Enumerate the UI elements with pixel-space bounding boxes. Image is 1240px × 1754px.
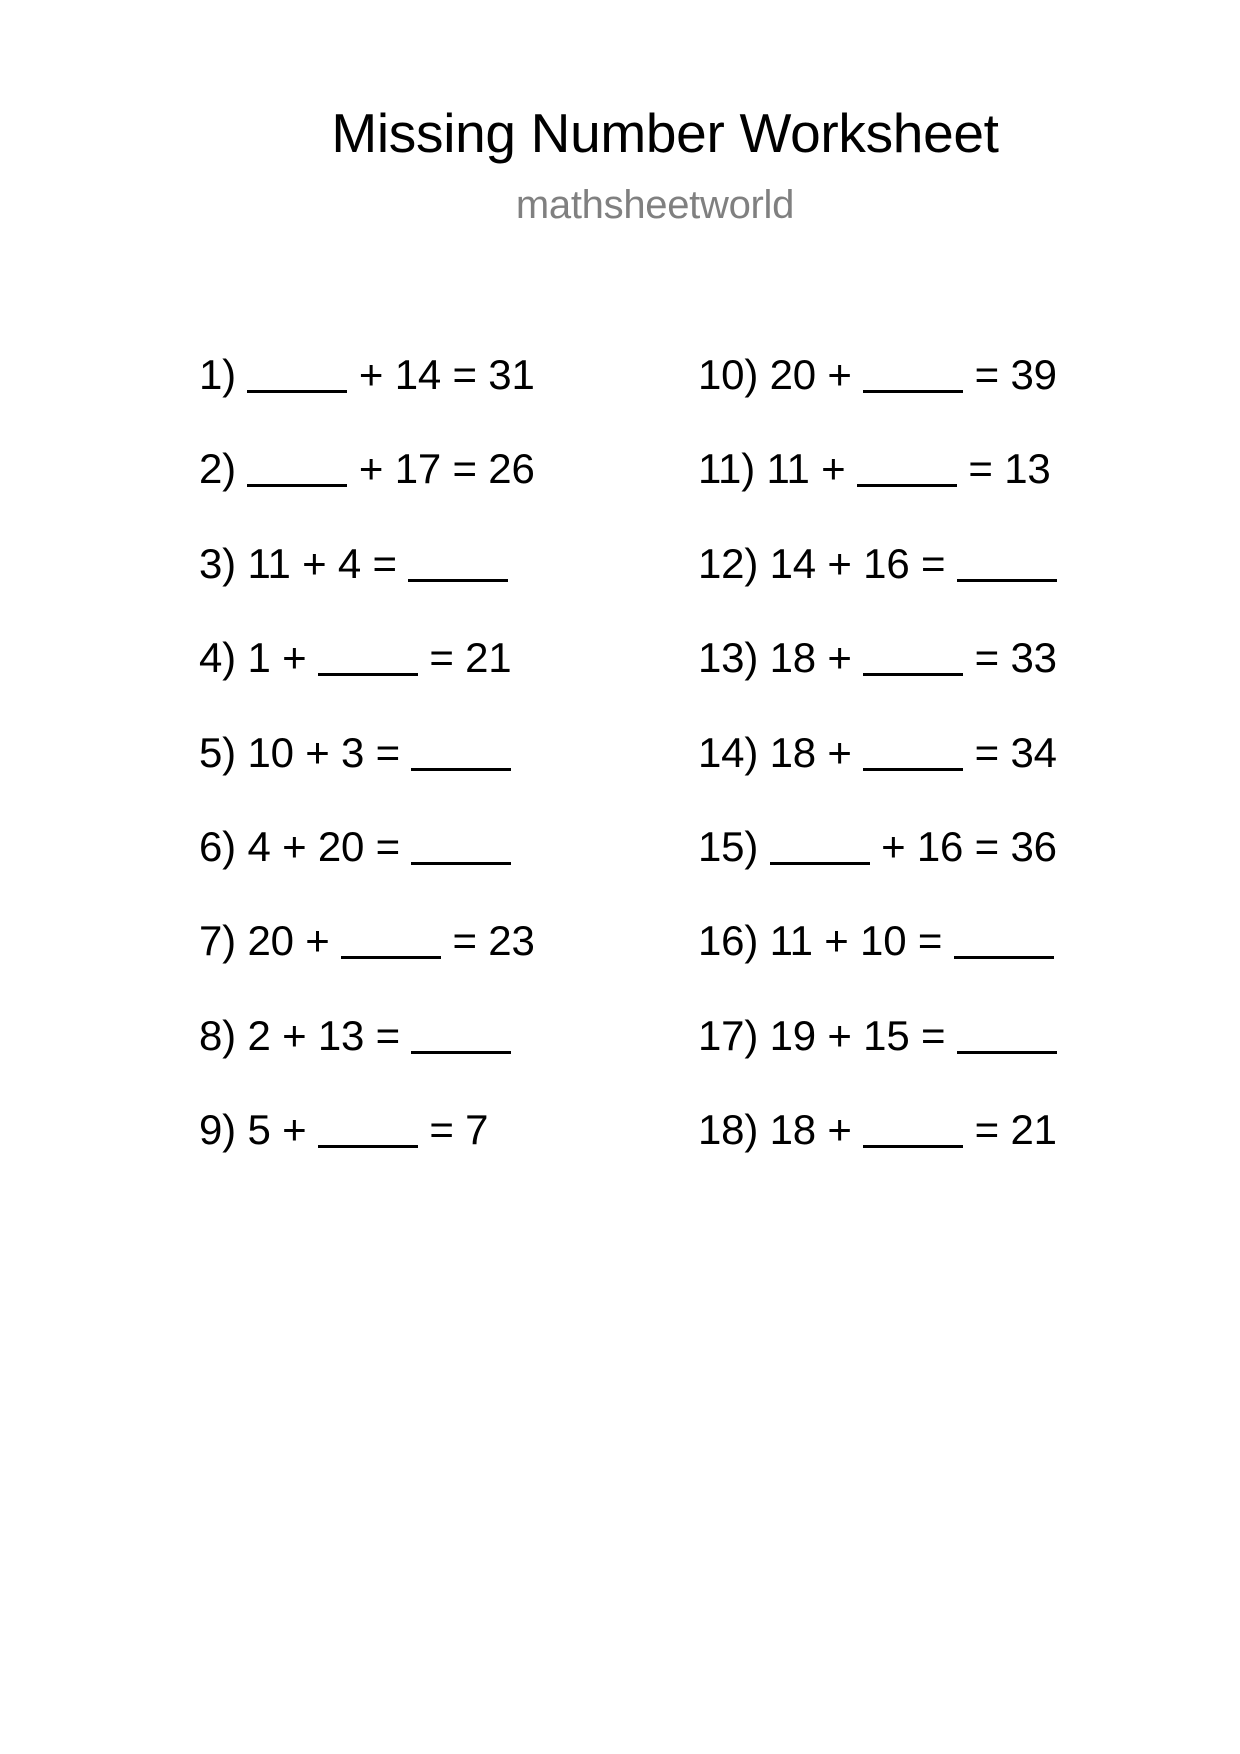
answer-blank[interactable] (863, 354, 963, 393)
problem-suffix: = 23 (441, 917, 535, 965)
answer-blank[interactable] (957, 1015, 1057, 1054)
problem-prefix: 18 + (769, 634, 864, 682)
answer-blank[interactable] (318, 637, 418, 676)
problem-number: 8) (199, 1011, 236, 1059)
problem-prefix: 1 + (247, 634, 318, 682)
problem-prefix: 20 + (247, 917, 342, 965)
problem-suffix: + 16 = 36 (869, 822, 1057, 870)
problem-9 (199, 1100, 535, 1194)
problem-10 (698, 345, 1057, 439)
answer-blank[interactable] (411, 1015, 511, 1054)
problem-suffix: = 21 (417, 634, 512, 682)
answer-blank[interactable] (411, 732, 511, 771)
answer-blank[interactable] (863, 1109, 963, 1148)
problem-11 (698, 439, 1057, 533)
problem-number: 2) (199, 445, 236, 493)
problem-prefix: 5 + (247, 1106, 318, 1154)
worksheet-subtitle: mathsheetworld (515, 183, 795, 227)
problem-1 (199, 345, 535, 439)
problem-number: 7) (199, 917, 236, 965)
problem-suffix: = 39 (963, 351, 1057, 398)
answer-blank[interactable] (341, 920, 441, 959)
problem-number: 6) (199, 822, 236, 870)
problem-17 (698, 1006, 1057, 1100)
problem-number: 17) (698, 1011, 759, 1059)
problem-3 (199, 534, 535, 628)
problem-suffix: + 14 = 31 (347, 351, 535, 398)
problem-14 (698, 723, 1057, 817)
problem-suffix: = 7 (417, 1106, 489, 1154)
problem-number: 4) (199, 634, 236, 682)
problem-prefix: 11 + 4 = (247, 539, 409, 587)
problem-18 (698, 1100, 1057, 1194)
problem-suffix: = 21 (963, 1106, 1057, 1154)
problem-number: 15) (698, 822, 759, 870)
problem-2 (199, 439, 535, 533)
problem-prefix: 11 + 10 = (769, 917, 954, 965)
problem-prefix: 10 + 3 = (247, 728, 412, 776)
problem-suffix: = 13 (956, 445, 1051, 493)
problem-number: 18) (698, 1106, 759, 1154)
problem-16 (698, 911, 1057, 1005)
answer-blank[interactable] (318, 1109, 418, 1148)
problem-prefix: 18 + (769, 1106, 864, 1154)
answer-blank[interactable] (957, 543, 1057, 582)
problem-suffix: + 17 = 26 (347, 445, 535, 493)
problem-number: 3) (199, 539, 236, 587)
problem-number: 12) (698, 539, 759, 587)
problem-prefix: 18 + (769, 728, 864, 776)
problem-number: 11) (698, 445, 755, 493)
problem-4 (199, 628, 535, 722)
answer-blank[interactable] (857, 448, 957, 487)
problem-number: 10) (698, 351, 759, 398)
problem-5 (199, 723, 535, 817)
problem-13 (698, 628, 1057, 722)
answer-blank[interactable] (863, 732, 963, 771)
problem-7 (199, 911, 535, 1005)
problem-number: 14) (698, 728, 759, 776)
answer-blank[interactable] (770, 826, 870, 865)
problem-number: 5) (199, 728, 236, 776)
problem-prefix: 11 + (766, 445, 857, 493)
problem-suffix: = 34 (963, 728, 1057, 776)
problem-prefix: 14 + 16 = (769, 539, 957, 587)
problem-6 (199, 817, 535, 911)
problem-number: 16) (698, 917, 759, 965)
problems-column-left (199, 345, 535, 1195)
problem-prefix: 2 + 13 = (247, 1011, 412, 1059)
answer-blank[interactable] (247, 354, 347, 393)
answer-blank[interactable] (954, 920, 1054, 959)
answer-blank[interactable] (408, 543, 508, 582)
answer-blank[interactable] (411, 826, 511, 865)
answer-blank[interactable] (863, 637, 963, 676)
answer-blank[interactable] (247, 448, 347, 487)
problem-12 (698, 534, 1057, 628)
problem-15 (698, 817, 1057, 911)
worksheet-title: Missing Number Worksheet (331, 102, 999, 164)
problem-suffix: = 33 (963, 634, 1057, 682)
problem-prefix: 19 + 15 = (769, 1011, 957, 1059)
problem-number: 1) (199, 351, 236, 398)
problem-number: 13) (698, 634, 759, 682)
problem-number: 9) (199, 1106, 236, 1154)
problem-prefix: 4 + 20 = (247, 822, 412, 870)
problem-8 (199, 1006, 535, 1100)
problems-column-right (698, 345, 1057, 1195)
problem-prefix: 20 + (769, 351, 864, 398)
